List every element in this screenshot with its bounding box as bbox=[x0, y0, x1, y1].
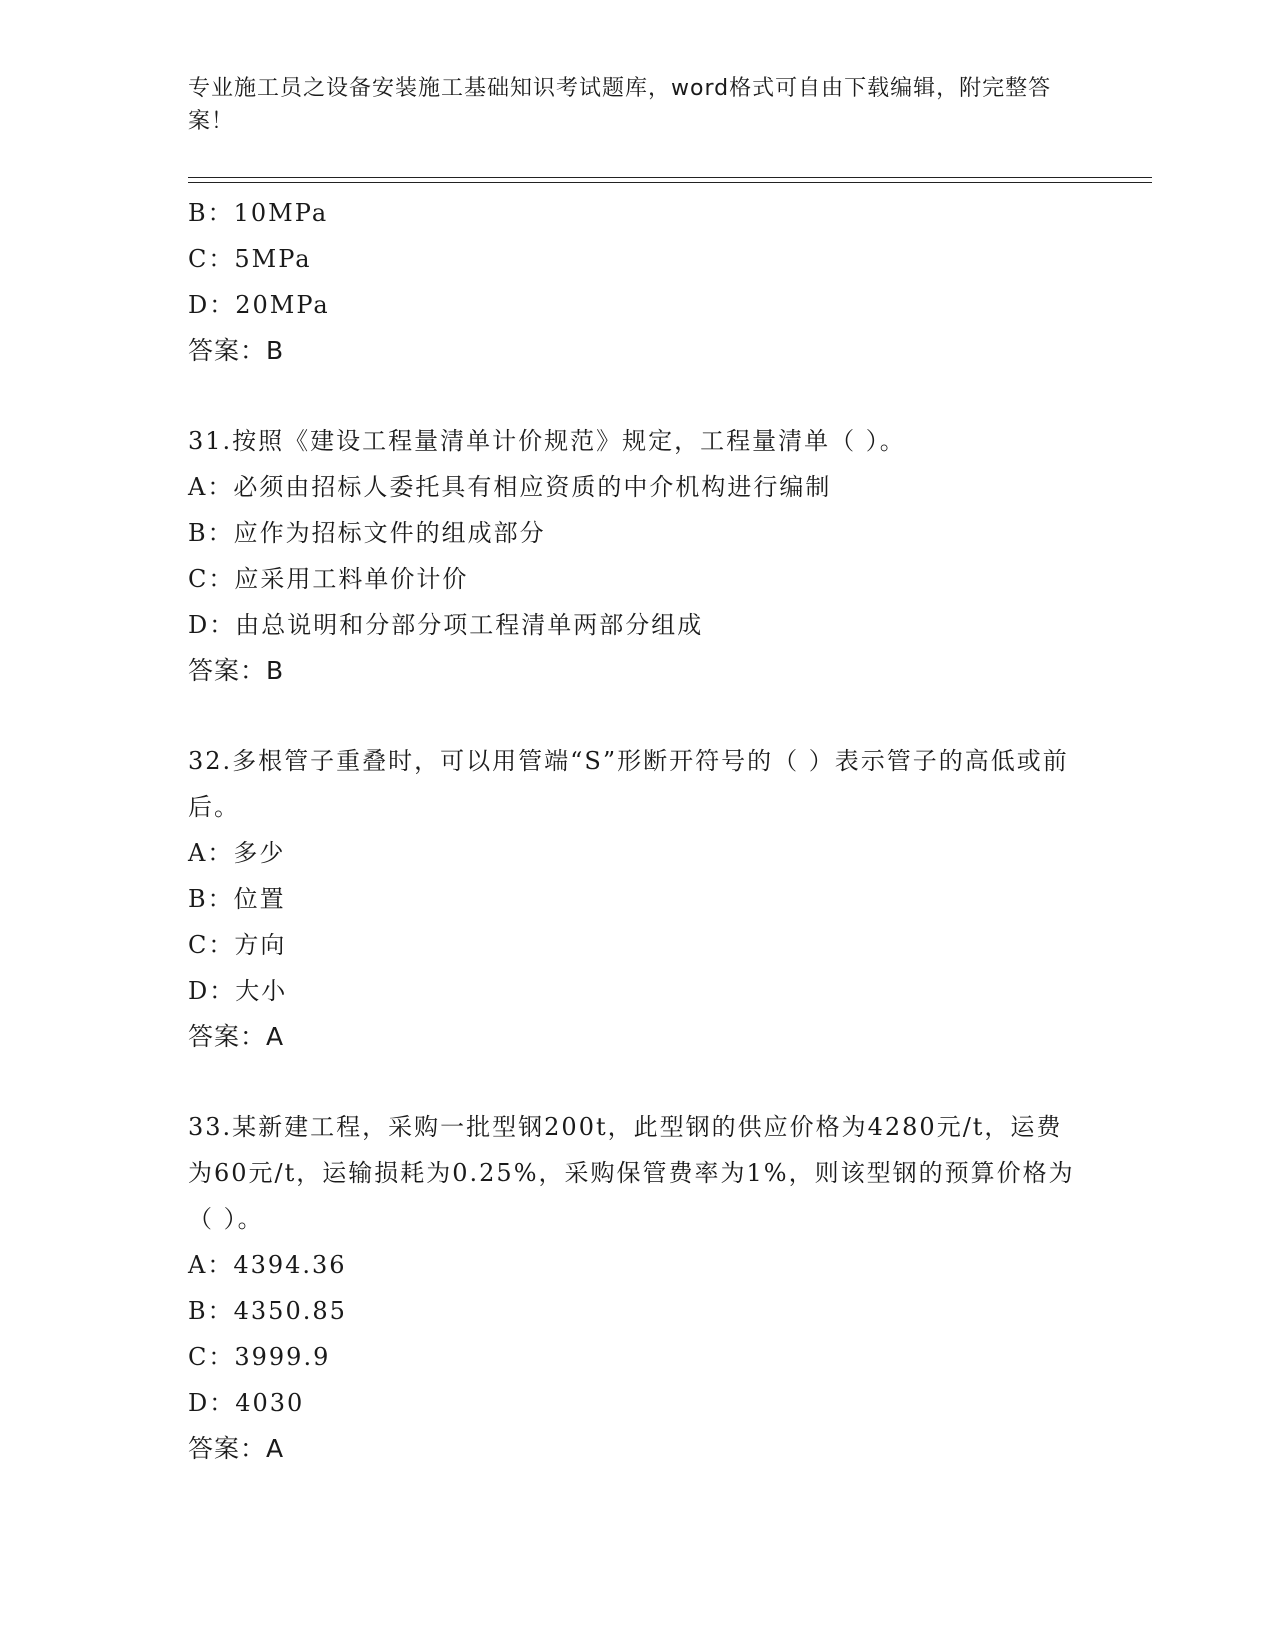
option-b: B：4350.85 bbox=[188, 1297, 347, 1325]
question-block-partial bbox=[188, 190, 1088, 374]
question-spacer bbox=[188, 1060, 1088, 1104]
question-block-32 bbox=[188, 738, 1088, 1060]
option-d: D：4030 bbox=[188, 1389, 305, 1417]
header-divider-top bbox=[188, 177, 1152, 178]
question-block-31 bbox=[188, 418, 1088, 694]
option-d: D：大小 bbox=[188, 977, 288, 1005]
option-d: D：由总说明和分部分项工程清单两部分组成 bbox=[188, 611, 704, 639]
question-stem: 32.多根管子重叠时，可以用管端“S”形断开符号的（ ）表示管子的高低或前后。 bbox=[188, 747, 1069, 821]
question-spacer bbox=[188, 374, 1088, 418]
question-stem: 31.按照《建设工程量清单计价规范》规定，工程量清单（ ）。 bbox=[188, 427, 906, 455]
answer-label: 答案：B bbox=[188, 336, 285, 365]
document-header: 专业施工员之设备安装施工基础知识考试题库，word格式可自由下载编辑，附完整答案！ bbox=[188, 76, 1052, 134]
option-c: C：5MPa bbox=[188, 245, 312, 273]
option-c: C：3999.9 bbox=[188, 1343, 331, 1371]
option-a: A：多少 bbox=[188, 839, 286, 867]
answer-label: 答案：A bbox=[188, 1022, 285, 1051]
option-b: B：应作为招标文件的组成部分 bbox=[188, 519, 546, 547]
option-c: C：方向 bbox=[188, 931, 287, 959]
option-d: D：20MPa bbox=[188, 291, 330, 319]
question-stem: 33.某新建工程，采购一批型钢200t，此型钢的供应价格为4280元/t，运费为60元/t，运输损耗为0.25%，采购保管费率为1%，则该型钢的预算价格为（ ）。 bbox=[188, 1113, 1075, 1233]
option-a: A：4394.36 bbox=[188, 1251, 347, 1279]
answer-label: 答案：A bbox=[188, 1434, 285, 1463]
option-c: C：应采用工料单价计价 bbox=[188, 565, 469, 593]
option-b: B：位置 bbox=[188, 885, 286, 913]
answer-label: 答案：B bbox=[188, 656, 285, 685]
header-divider-bottom bbox=[188, 182, 1152, 183]
question-list bbox=[188, 190, 1088, 1472]
option-a: A：必须由招标人委托具有相应资质的中介机构进行编制 bbox=[188, 473, 832, 501]
option-b: B：10MPa bbox=[188, 199, 329, 227]
question-spacer bbox=[188, 694, 1088, 738]
question-block-33 bbox=[188, 1104, 1088, 1472]
